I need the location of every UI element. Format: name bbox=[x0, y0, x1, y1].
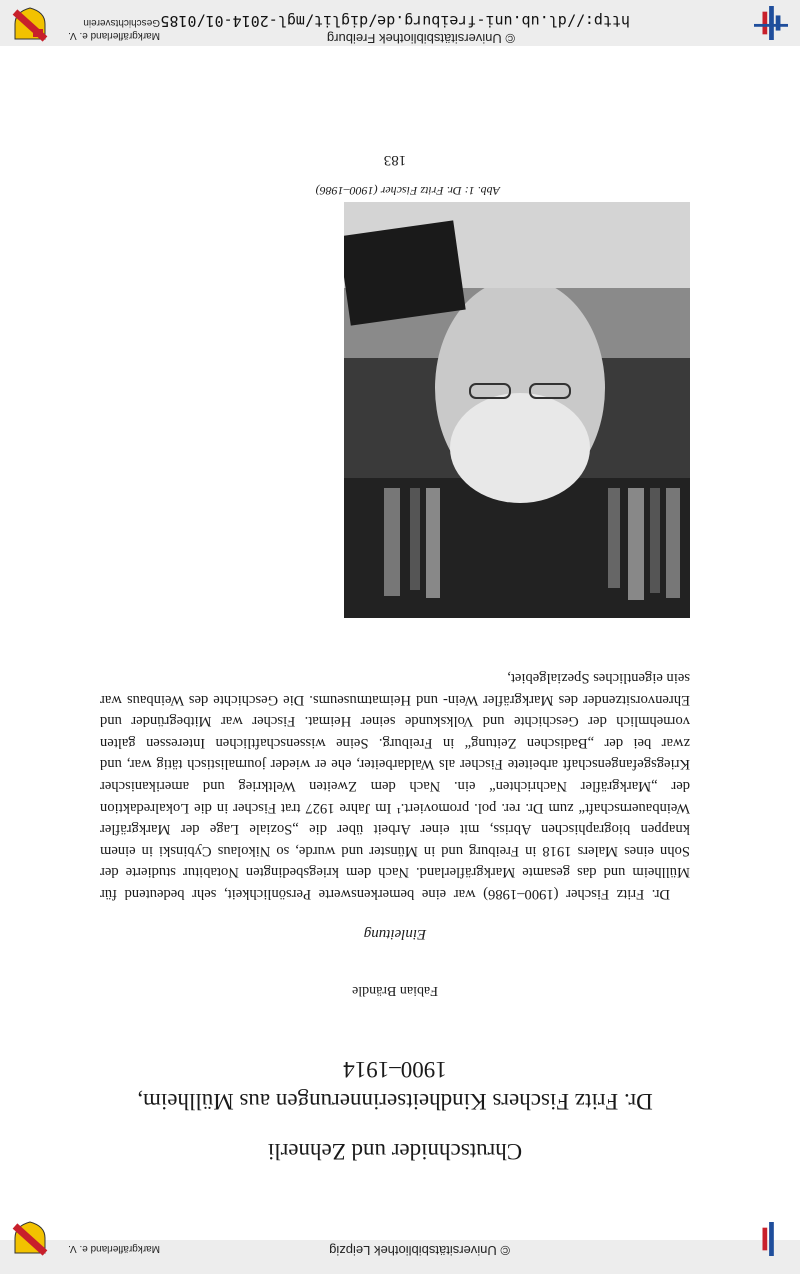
article-title: Chrutschnider und Zehnerli bbox=[267, 1139, 523, 1164]
library-credit: © Universitätsbibliothek Freiburg bbox=[326, 31, 515, 46]
coat-of-arms-icon bbox=[12, 6, 48, 42]
article-subtitle-years: 1900–1914 bbox=[343, 1057, 447, 1082]
body-paragraph: Dr. Fritz Fischer (1900–1986) war eine bemerkenswerte Persönlichkeit, sehr bedeutend für Müllheim und das gesamte Markgräflerland. Nach dem kriegsbedingten Notabitur studierte der Sohn eines Malers 1918 in Freiburg und in Münster und wurde, so Nikolaus Cybinski in einem knappen biographischen Abriss, mit einer Arbeit über die „Soziale Lage der Markgräfler Weinbauernschaft“ zum Dr. rer. pol. promoviert.¹ Im Jahre 1927 trat Fischer in die Lokalredaktion der „Markgräfler Nachrichten“ ein. Nach dem Zweiten Weltkrieg und amerikanischer Kriegsgefangenschaft arbeitete Fischer als Waldarbeiter, ehe er wieder journalistisch tätig war, und zwar bei der „Badischen Zeitung“ in Freiburg. Seine wissenschaftlichen Interessen galten vornehmlich der Geschichte und Volkskunde seiner Heimat. Fischer war Mitbegründer und Ehrenvorsitzender des Markgräfler Wein- und Heimatmuseums. Die Geschichte des Weinbaus war sein eigentliches Spezialgebiet, bbox=[100, 670, 690, 902]
footer-library-credit: © Universitätsbibliothek Leipzig bbox=[329, 1243, 510, 1258]
footer-society-name: Markgräflerland e. V. bbox=[68, 1243, 160, 1254]
footer-coat-of-arms-icon bbox=[12, 1220, 48, 1256]
footer-bar bbox=[0, 1240, 800, 1274]
header-bar bbox=[0, 0, 800, 46]
figure-caption bbox=[316, 183, 500, 198]
document-url[interactable]: http://dl.ub.uni-freiburg.de/diglit/mgl-2014-01/0185 bbox=[160, 12, 630, 30]
portrait-photo bbox=[344, 202, 690, 618]
section-heading: Einleitung bbox=[363, 926, 427, 942]
page-number: 183 bbox=[383, 152, 407, 168]
society-name-line1: Geschichtsverein bbox=[83, 17, 160, 28]
figure-caption-text: Abb. 1: Dr. Fritz Fischer (1900–1986) bbox=[315, 184, 500, 198]
body-text bbox=[100, 666, 690, 904]
society-name-line2: Markgräflerland e. V. bbox=[68, 30, 160, 41]
article-author: Fabian Brändle bbox=[352, 983, 438, 998]
article-subtitle: Dr. Fritz Fischers Kindheitserinnerungen aus Müllheim, bbox=[137, 1089, 653, 1114]
portrait-image bbox=[344, 202, 690, 618]
footer-ub-logo-icon bbox=[754, 1222, 788, 1256]
ub-freiburg-logo-icon bbox=[754, 6, 788, 40]
